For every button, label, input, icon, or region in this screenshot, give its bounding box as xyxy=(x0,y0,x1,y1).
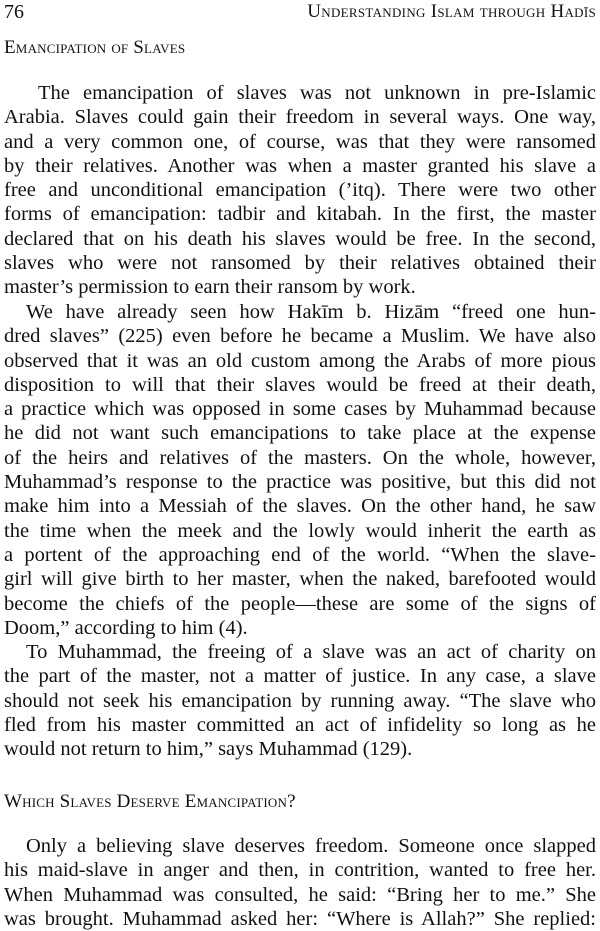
text-line: forms of emancipation: tadbir and kitabah. In the first, the master xyxy=(4,203,596,226)
text-line: free and unconditional emancipation (’itq). There were two other xyxy=(4,179,596,202)
section-heading-which-slaves: Which Slaves Deserve Emancipation? xyxy=(4,791,296,812)
page-number: 76 xyxy=(4,1,24,23)
text-line: When Muhammad was consulted, he said: “Bring her to me.” She xyxy=(4,883,596,906)
text-line: the time when the meek and the lowly would inherit the earth as xyxy=(4,519,596,542)
paragraph-believing-slave xyxy=(4,834,596,931)
running-head xyxy=(4,0,596,24)
text-line: declared that on his death his slaves would be free. In the second, xyxy=(4,227,596,250)
text-line: To Muhammad, the freeing of a slave was an act of charity on xyxy=(26,641,596,663)
text-line: and a very common one, of course, was that they were ransomed xyxy=(4,130,596,153)
text-line: slaves who were not ransomed by their relatives obtained their xyxy=(4,252,596,275)
section-heading-emancipation: Emancipation of Slaves xyxy=(4,37,186,58)
text-line: master’s permission to earn their ransom by work. xyxy=(4,276,416,299)
text-line: would not return to him,” says Muhammad (129). xyxy=(4,738,413,761)
text-line: of the heirs and relatives of the masters. On the whole, however, xyxy=(4,446,596,469)
text-line: observed that it was an old custom among the Arabs of more pious xyxy=(4,349,596,372)
text-line: Doom,” according to him (4). xyxy=(4,616,248,639)
paragraph-emancipation-intro xyxy=(4,81,596,300)
text-line: a practice which was opposed in some cases by Muhammad because xyxy=(4,398,596,421)
text-line: Muhammad’s response to the practice was positive, but this did not xyxy=(4,471,596,494)
text-line: by their relatives. Another was when a master granted his slave a xyxy=(4,154,596,177)
running-title: Understanding Islam through Hadīs xyxy=(307,1,596,22)
text-line: a portent of the approaching end of the world. “When the slave- xyxy=(4,543,596,566)
paragraph-charity xyxy=(4,640,596,761)
text-line: girl will give birth to her master, when the naked, barefooted would xyxy=(4,568,596,591)
text-line: We have already seen how Hakīm b. Hizām “freed one hun- xyxy=(26,301,596,323)
text-line: should not seek his emancipation by running away. “The slave who xyxy=(4,689,596,712)
text-line: the part of the master, not a matter of justice. In any case, a slave xyxy=(4,665,596,688)
text-line: fled from his master committed an act of infidelity so long as he xyxy=(4,713,596,736)
text-line: Only a believing slave deserves freedom. Someone once slapped xyxy=(26,835,596,857)
text-line: his maid-slave in anger and then, in contrition, wanted to free her. xyxy=(4,859,596,882)
text-line: disposition to will that their slaves would be freed at their death, xyxy=(4,373,596,396)
text-line: was brought. Muhammad asked her: “Where is Allah?” She replied: xyxy=(4,907,596,930)
paragraph-hakim xyxy=(4,300,596,640)
text-line: make him into a Messiah of the slaves. On the other hand, he saw xyxy=(4,495,596,518)
text-line: dred slaves” (225) even before he became a Muslim. We have also xyxy=(4,325,596,348)
text-line: Arabia. Slaves could gain their freedom in several ways. One way, xyxy=(4,106,596,129)
text-line: become the chiefs of the people—these are some of the signs of xyxy=(4,592,596,615)
text-line: The emancipation of slaves was not unknown in pre-Islamic xyxy=(38,82,596,104)
text-line: he did not want such emancipations to take place at the expense xyxy=(4,422,596,445)
